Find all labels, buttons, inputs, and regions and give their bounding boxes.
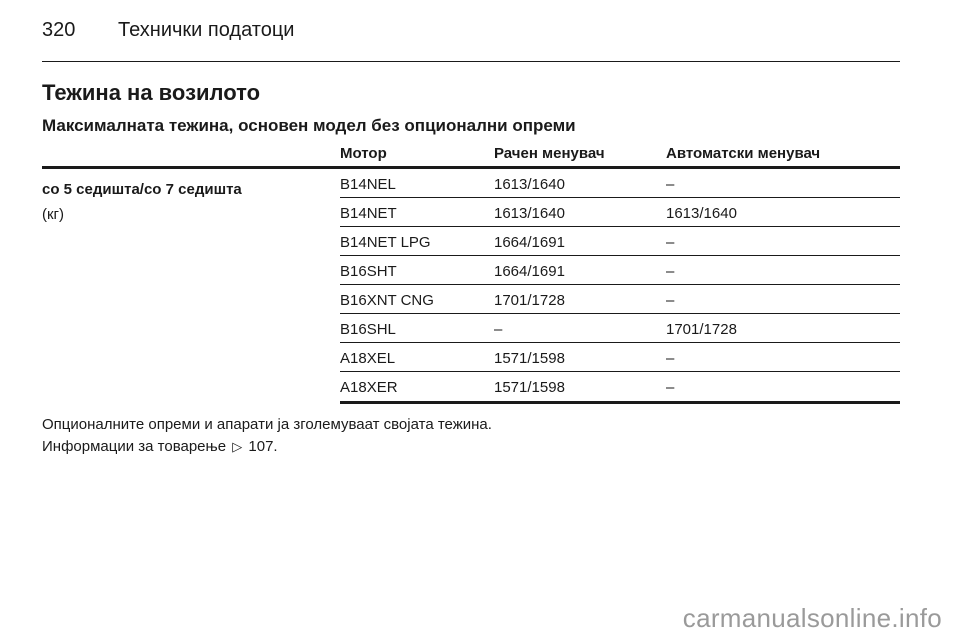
table-header [42,144,900,169]
section-subtitle: Максималната тежина, основен модел без опционални опреми [42,116,576,135]
cell-automatic: – [666,350,675,367]
table-row [340,285,900,314]
note-loading-text: Информации за товарење [42,438,227,455]
column-header-engine: Мотор [340,145,387,162]
cell-engine: B16SHT [340,263,397,280]
page-number: 320 [42,19,76,41]
row-label [42,177,322,227]
cell-automatic: 1701/1728 [666,321,737,338]
running-title: Технички податоци [118,19,295,41]
note-loading-info [42,438,278,455]
cell-automatic: – [666,234,675,251]
cell-automatic: – [666,263,675,280]
cell-manual: 1571/1598 [494,379,565,396]
cell-manual: 1664/1691 [494,263,565,280]
cell-engine: A18XEL [340,350,396,367]
cell-manual: 1701/1728 [494,292,565,309]
watermark: carmanualsonline.info [682,603,942,633]
table-body [42,169,900,404]
row-label-unit: (кг) [42,206,65,223]
table-row [340,343,900,372]
column-header-automatic: Автоматски менувач [666,145,821,162]
table-row [340,198,900,227]
table-row [340,314,900,343]
row-label-seats: со 5 седишта/со 7 седишта [42,181,242,198]
table-rows [340,169,900,404]
cell-engine: B14NET LPG [340,234,431,251]
arrow-right-outline-icon: ▷ [232,439,243,454]
cell-engine: B14NEL [340,176,396,193]
cell-engine: B16XNT CNG [340,292,434,309]
page-reference-link[interactable]: 107. [248,438,278,455]
header-divider [42,61,900,62]
cell-manual: 1613/1640 [494,176,565,193]
cell-automatic: – [666,292,675,309]
page-header [42,14,900,54]
cell-automatic: – [666,176,675,193]
table-row [340,169,900,198]
cell-manual: – [494,321,503,338]
cell-manual: 1571/1598 [494,350,565,367]
weight-table [42,144,900,404]
cell-manual: 1613/1640 [494,205,565,222]
cell-engine: A18XER [340,379,398,396]
cell-engine: B16SHL [340,321,396,338]
note-optional-equipment: Опционалните опреми и апарати ја зголемуваат својата тежина. [42,416,492,433]
cell-automatic: 1613/1640 [666,205,737,222]
cell-automatic: – [666,379,675,396]
section-title: Тежина на возилото [42,80,261,105]
cell-manual: 1664/1691 [494,234,565,251]
table-row [340,372,900,404]
column-header-manual: Рачен менувач [494,145,605,162]
table-row [340,227,900,256]
table-row [340,256,900,285]
cell-engine: B14NET [340,205,397,222]
